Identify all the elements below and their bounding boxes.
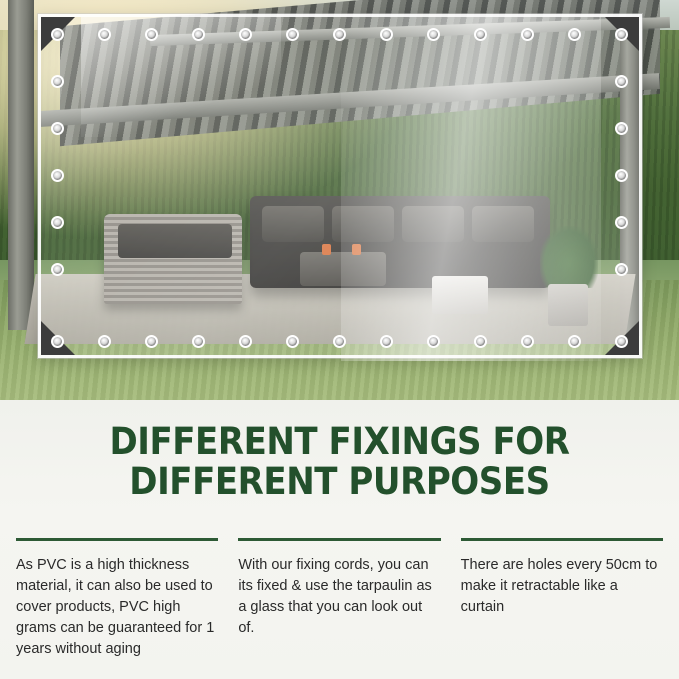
feature-text: There are holes every 50cm to make it retractable like a curtain <box>460 556 658 615</box>
grommet <box>474 335 487 348</box>
grommet <box>145 28 158 41</box>
grommet <box>51 169 64 182</box>
page-title <box>27 400 652 502</box>
grommet <box>192 335 205 348</box>
feature-columns <box>0 502 679 660</box>
grommet <box>615 75 628 88</box>
grommet <box>239 28 252 41</box>
grommet <box>380 335 393 348</box>
grommet <box>568 28 581 41</box>
grommet <box>98 335 111 348</box>
grommet <box>380 28 393 41</box>
grommet <box>333 28 346 41</box>
grommet <box>615 122 628 135</box>
grommet <box>427 335 440 348</box>
grommet <box>474 28 487 41</box>
grommet <box>51 216 64 229</box>
grommet <box>239 335 252 348</box>
grommet <box>51 75 64 88</box>
grommet <box>51 335 64 348</box>
feature-text: With our fixing cords, you can its fixed & use the tarpaulin as a glass that you can look out of. <box>238 556 432 636</box>
feature-column-pvc-thickness <box>16 538 218 660</box>
grommet <box>615 216 628 229</box>
feature-column-holes-spacing <box>461 538 663 660</box>
info-section <box>0 400 679 679</box>
pergola-post-left <box>8 0 34 330</box>
grommet <box>286 335 299 348</box>
grommet <box>333 335 346 348</box>
grommet <box>615 28 628 41</box>
grommet <box>427 28 440 41</box>
tarp-sheen <box>341 17 601 361</box>
grommet <box>521 335 534 348</box>
grommet <box>568 335 581 348</box>
grommet <box>615 263 628 276</box>
grommet <box>192 28 205 41</box>
grommet <box>521 28 534 41</box>
grommet <box>615 169 628 182</box>
feature-text: As PVC is a high thickness material, it can also be used to cover products, PVC high grams can be guaranteed for 1 years without aging <box>16 556 215 657</box>
grommet <box>286 28 299 41</box>
grommet <box>51 263 64 276</box>
grommet <box>98 28 111 41</box>
headline-line-2: DIFFERENT PURPOSES <box>129 459 550 503</box>
grommet <box>51 28 64 41</box>
headline-line-1: DIFFERENT FIXINGS FOR <box>109 420 570 463</box>
grommet <box>145 335 158 348</box>
feature-column-fixing-cords <box>238 538 440 660</box>
transparent-tarpaulin <box>38 14 642 358</box>
grommet <box>51 122 64 135</box>
grommet <box>615 335 628 348</box>
